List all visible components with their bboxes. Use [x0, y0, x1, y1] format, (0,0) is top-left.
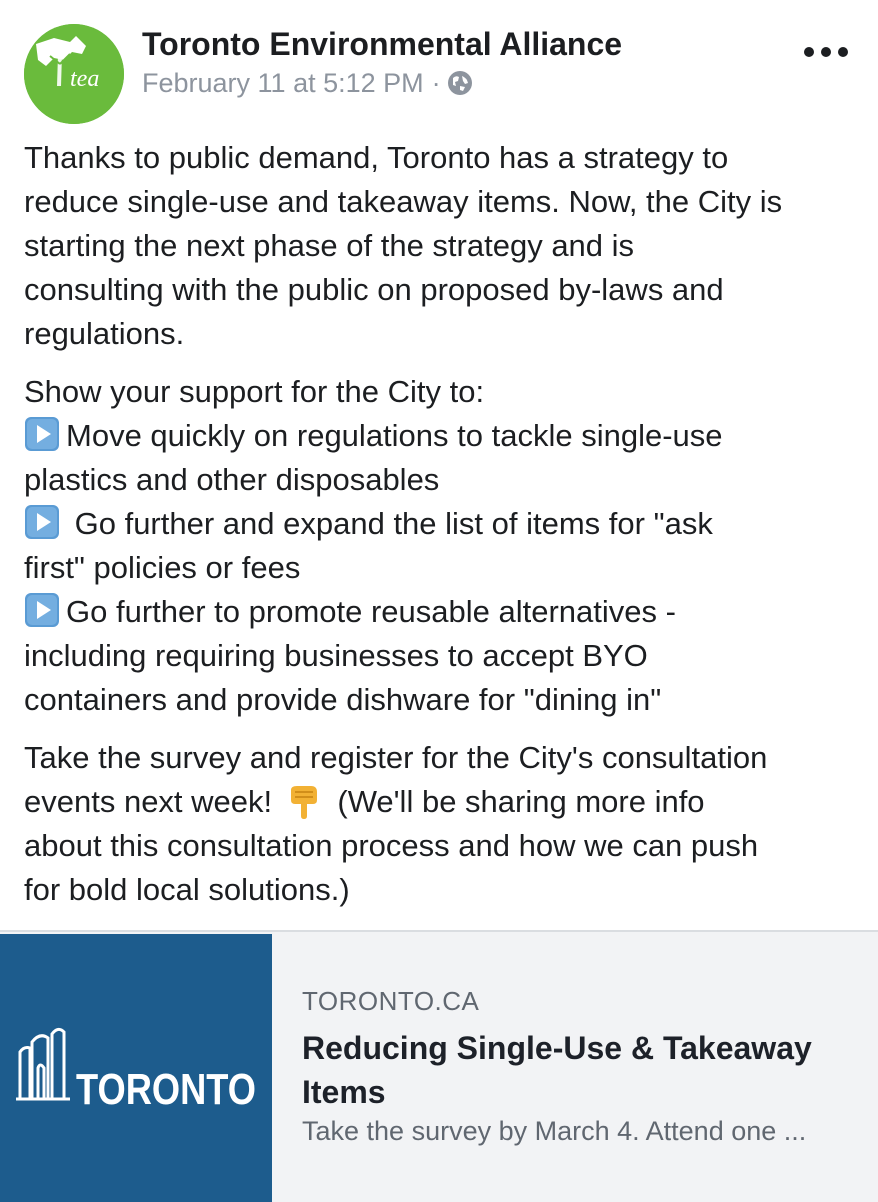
bullet-text-continued: including requiring businesses to accept BYO [24, 638, 648, 673]
bullet-text-continued: plastics and other disposables [24, 462, 440, 497]
link-preview-image[interactable] [0, 934, 272, 1202]
support-intro: Show your support for the City to: [24, 374, 485, 409]
text-line: consulting with the public on proposed by-laws and [24, 272, 724, 307]
post-paragraph-cta [24, 736, 864, 912]
bullet-item-2 [24, 502, 864, 546]
link-domain: TORONTO.CA [302, 986, 480, 1016]
bullet-text: Go further and expand the list of items for "ask [66, 506, 713, 541]
text-line [24, 780, 864, 824]
play-button-icon [24, 592, 60, 628]
pointing-down-icon [285, 782, 323, 820]
bullet-text-continued: containers and provide dishware for "dining in" [24, 682, 662, 717]
bullet-text-continued: first" policies or fees [24, 550, 301, 585]
play-button-icon [24, 504, 60, 540]
page-avatar[interactable] [24, 24, 124, 124]
post-paragraph-intro [24, 136, 864, 356]
post-timestamp[interactable]: February 11 at 5:12 PM [142, 68, 424, 98]
post-meta [142, 66, 473, 100]
more-dot [804, 47, 814, 57]
text-line: Take the survey and register for the City's consultation [24, 740, 768, 775]
globe-icon [447, 70, 473, 96]
text-segment: (We'll be sharing more info [328, 784, 705, 819]
link-description: Take the survey by March 4. Attend one ... [302, 1116, 807, 1146]
bullet-item-1 [24, 414, 864, 458]
text-line: for bold local solutions.) [24, 872, 350, 907]
link-title-line: Reducing Single-Use & Takeaway [302, 1030, 812, 1066]
play-button-icon [24, 416, 60, 452]
text-line: starting the next phase of the strategy and is [24, 228, 635, 263]
bullet-text: Go further to promote reusable alternatives - [66, 594, 676, 629]
more-options-icon[interactable] [804, 40, 848, 64]
link-title[interactable] [302, 1026, 862, 1114]
toronto-logo-text: TORONTO [76, 1065, 256, 1114]
author-name[interactable]: Toronto Environmental Alliance [142, 26, 623, 62]
more-dot [821, 47, 831, 57]
text-line: reduce single-use and takeaway items. Now, the City is [24, 184, 783, 219]
link-preview-card[interactable] [0, 930, 878, 1202]
link-title-line: Items [302, 1074, 386, 1110]
post-paragraph-support [24, 370, 864, 722]
meta-separator: · [431, 68, 441, 98]
text-line: regulations. [24, 316, 185, 351]
text-segment: events next week! [24, 784, 273, 819]
bullet-text: Move quickly on regulations to tackle single-use [66, 418, 723, 453]
text-line: about this consultation process and how we can push [24, 828, 759, 863]
text-line: Thanks to public demand, Toronto has a strategy to [24, 140, 729, 175]
post-body [24, 136, 864, 926]
post-header [0, 0, 878, 120]
more-dot [838, 47, 848, 57]
avatar-text: tea [70, 66, 100, 92]
tea-logo-icon [24, 24, 124, 124]
bullet-item-3 [24, 590, 864, 634]
